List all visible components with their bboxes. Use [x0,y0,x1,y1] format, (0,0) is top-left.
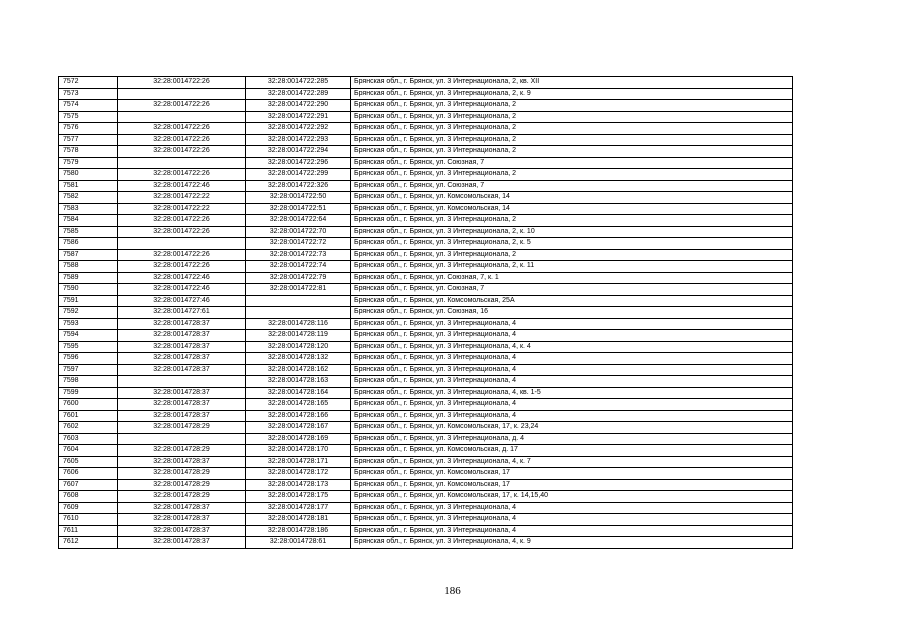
parcel-cadastral-number: 32:28:0014722:22 [118,203,246,215]
address: Брянская обл., г. Брянск, ул. Комсомольская, 14 [351,192,793,204]
address: Брянская обл., г. Брянск, ул. 3 Интернационала, 4, кв. 1-5 [351,387,793,399]
row-number: 7593 [59,318,118,330]
row-number: 7579 [59,157,118,169]
cadastral-table [58,76,793,549]
address: Брянская обл., г. Брянск, ул. Союзная, 7 [351,157,793,169]
object-cadastral-number: 32:28:0014722:294 [246,146,351,158]
object-cadastral-number: 32:28:0014728:169 [246,433,351,445]
parcel-cadastral-number [118,88,246,100]
table-row [59,445,793,457]
row-number: 7604 [59,445,118,457]
row-number: 7612 [59,537,118,549]
table-row [59,537,793,549]
table-row [59,491,793,503]
table-row [59,146,793,158]
object-cadastral-number: 32:28:0014722:73 [246,249,351,261]
parcel-cadastral-number: 32:28:0014728:37 [118,387,246,399]
parcel-cadastral-number [118,238,246,250]
address: Брянская обл., г. Брянск, ул. Комсомольская, 25А [351,295,793,307]
object-cadastral-number: 32:28:0014728:175 [246,491,351,503]
parcel-cadastral-number: 32:28:0014728:37 [118,318,246,330]
object-cadastral-number: 32:28:0014722:299 [246,169,351,181]
parcel-cadastral-number: 32:28:0014722:26 [118,215,246,227]
address: Брянская обл., г. Брянск, ул. 3 Интернационала, 4 [351,330,793,342]
row-number: 7575 [59,111,118,123]
object-cadastral-number: 32:28:0014728:177 [246,502,351,514]
parcel-cadastral-number: 32:28:0014728:37 [118,410,246,422]
table-row [59,88,793,100]
object-cadastral-number: 32:28:0014728:163 [246,376,351,388]
row-number: 7589 [59,272,118,284]
table-row [59,284,793,296]
object-cadastral-number: 32:28:0014722:285 [246,77,351,89]
parcel-cadastral-number: 32:28:0014728:37 [118,456,246,468]
table-row [59,353,793,365]
parcel-cadastral-number: 32:28:0014722:26 [118,134,246,146]
object-cadastral-number: 32:28:0014728:132 [246,353,351,365]
address: Брянская обл., г. Брянск, ул. 3 Интернационала, 4 [351,364,793,376]
table-row [59,364,793,376]
row-number: 7587 [59,249,118,261]
object-cadastral-number: 32:28:0014722:292 [246,123,351,135]
parcel-cadastral-number: 32:28:0014722:26 [118,169,246,181]
table-row [59,77,793,89]
address: Брянская обл., г. Брянск, ул. 3 Интернационала, 4 [351,318,793,330]
parcel-cadastral-number: 32:28:0014722:26 [118,249,246,261]
address: Брянская обл., г. Брянск, ул. 3 Интернационала, 2 [351,169,793,181]
parcel-cadastral-number [118,157,246,169]
parcel-cadastral-number: 32:28:0014728:29 [118,422,246,434]
address: Брянская обл., г. Брянск, ул. 3 Интернационала, 2 [351,111,793,123]
address: Брянская обл., г. Брянск, ул. 3 Интернационала, 4, к. 7 [351,456,793,468]
table-row [59,479,793,491]
row-number: 7605 [59,456,118,468]
address: Брянская обл., г. Брянск, ул. Комсомольская, 17, к. 23,24 [351,422,793,434]
table-row [59,215,793,227]
table-row [59,330,793,342]
table-row [59,468,793,480]
row-number: 7600 [59,399,118,411]
row-number: 7581 [59,180,118,192]
row-number: 7602 [59,422,118,434]
parcel-cadastral-number: 32:28:0014722:26 [118,123,246,135]
table-row [59,376,793,388]
row-number: 7584 [59,215,118,227]
page-number: 186 [444,585,461,597]
object-cadastral-number [246,307,351,319]
row-number: 7601 [59,410,118,422]
object-cadastral-number: 32:28:0014728:119 [246,330,351,342]
row-number: 7590 [59,284,118,296]
parcel-cadastral-number: 32:28:0014728:37 [118,330,246,342]
row-number: 7610 [59,514,118,526]
table-row [59,226,793,238]
address: Брянская обл., г. Брянск, ул. 3 Интернационала, 2, к. 5 [351,238,793,250]
address: Брянская обл., г. Брянск, ул. 3 Интернационала, д. 4 [351,433,793,445]
address: Брянская обл., г. Брянск, ул. 3 Интернационала, 4 [351,514,793,526]
table-row [59,525,793,537]
table-row [59,192,793,204]
row-number: 7594 [59,330,118,342]
parcel-cadastral-number: 32:28:0014722:26 [118,146,246,158]
row-number: 7596 [59,353,118,365]
object-cadastral-number: 32:28:0014722:293 [246,134,351,146]
table-row [59,318,793,330]
object-cadastral-number: 32:28:0014728:181 [246,514,351,526]
object-cadastral-number: 32:28:0014722:291 [246,111,351,123]
parcel-cadastral-number: 32:28:0014722:26 [118,261,246,273]
object-cadastral-number: 32:28:0014728:171 [246,456,351,468]
address: Брянская обл., г. Брянск, ул. 3 Интернационала, 2 [351,249,793,261]
table-row [59,157,793,169]
row-number: 7573 [59,88,118,100]
row-number: 7583 [59,203,118,215]
address: Брянская обл., г. Брянск, ул. 3 Интернационала, 4 [351,353,793,365]
address: Брянская обл., г. Брянск, ул. 3 Интернационала, 4 [351,399,793,411]
object-cadastral-number: 32:28:0014728:120 [246,341,351,353]
row-number: 7607 [59,479,118,491]
object-cadastral-number: 32:28:0014728:162 [246,364,351,376]
object-cadastral-number: 32:28:0014728:165 [246,399,351,411]
object-cadastral-number: 32:28:0014722:72 [246,238,351,250]
parcel-cadastral-number: 32:28:0014728:37 [118,537,246,549]
address: Брянская обл., г. Брянск, ул. Комсомольская, д. 17 [351,445,793,457]
row-number: 7592 [59,307,118,319]
table-row [59,249,793,261]
table-row [59,180,793,192]
object-cadastral-number: 32:28:0014722:74 [246,261,351,273]
row-number: 7572 [59,77,118,89]
table-row [59,433,793,445]
object-cadastral-number: 32:28:0014728:172 [246,468,351,480]
table-row [59,238,793,250]
parcel-cadastral-number: 32:28:0014728:29 [118,479,246,491]
parcel-cadastral-number: 32:28:0014728:37 [118,399,246,411]
parcel-cadastral-number: 32:28:0014722:26 [118,100,246,112]
address: Брянская обл., г. Брянск, ул. Комсомольская, 17, к. 14,15,40 [351,491,793,503]
object-cadastral-number: 32:28:0014722:79 [246,272,351,284]
row-number: 7586 [59,238,118,250]
table-row [59,456,793,468]
address: Брянская обл., г. Брянск, ул. 3 Интернационала, 2 [351,146,793,158]
object-cadastral-number: 32:28:0014728:173 [246,479,351,491]
object-cadastral-number: 32:28:0014722:296 [246,157,351,169]
table-row [59,169,793,181]
address: Брянская обл., г. Брянск, ул. 3 Интернационала, 4 [351,525,793,537]
row-number: 7577 [59,134,118,146]
address: Брянская обл., г. Брянск, ул. 3 Интернационала, 4, к. 9 [351,537,793,549]
row-number: 7606 [59,468,118,480]
address: Брянская обл., г. Брянск, ул. 3 Интернационала, 2 [351,215,793,227]
address: Брянская обл., г. Брянск, ул. 3 Интернационала, 4 [351,502,793,514]
object-cadastral-number: 32:28:0014728:186 [246,525,351,537]
object-cadastral-number: 32:28:0014728:116 [246,318,351,330]
object-cadastral-number: 32:28:0014722:290 [246,100,351,112]
address: Брянская обл., г. Брянск, ул. Союзная, 7, к. 1 [351,272,793,284]
address: Брянская обл., г. Брянск, ул. 3 Интернационала, 4 [351,376,793,388]
parcel-cadastral-number: 32:28:0014722:26 [118,226,246,238]
table-row [59,203,793,215]
parcel-cadastral-number: 32:28:0014727:46 [118,295,246,307]
table-row [59,295,793,307]
parcel-cadastral-number: 32:28:0014728:37 [118,514,246,526]
address: Брянская обл., г. Брянск, ул. 3 Интернационала, 2, кв. XII [351,77,793,89]
address: Брянская обл., г. Брянск, ул. 3 Интернационала, 4, к. 4 [351,341,793,353]
table-row [59,341,793,353]
row-number: 7585 [59,226,118,238]
address: Брянская обл., г. Брянск, ул. Союзная, 16 [351,307,793,319]
address: Брянская обл., г. Брянск, ул. 3 Интернационала, 2 [351,134,793,146]
parcel-cadastral-number: 32:28:0014722:46 [118,272,246,284]
row-number: 7611 [59,525,118,537]
row-number: 7608 [59,491,118,503]
row-number: 7603 [59,433,118,445]
table-row [59,514,793,526]
address: Брянская обл., г. Брянск, ул. 3 Интернационала, 2 [351,100,793,112]
row-number: 7591 [59,295,118,307]
table-row [59,307,793,319]
table-row [59,502,793,514]
object-cadastral-number: 32:28:0014722:326 [246,180,351,192]
parcel-cadastral-number [118,376,246,388]
row-number: 7580 [59,169,118,181]
parcel-cadastral-number: 32:28:0014728:29 [118,491,246,503]
address: Брянская обл., г. Брянск, ул. 3 Интернационала, 2, к. 9 [351,88,793,100]
object-cadastral-number: 32:28:0014722:70 [246,226,351,238]
object-cadastral-number [246,295,351,307]
address: Брянская обл., г. Брянск, ул. Комсомольская, 17 [351,468,793,480]
address: Брянская обл., г. Брянск, ул. 3 Интернационала, 2, к. 10 [351,226,793,238]
row-number: 7599 [59,387,118,399]
row-number: 7588 [59,261,118,273]
parcel-cadastral-number: 32:28:0014728:29 [118,445,246,457]
address: Брянская обл., г. Брянск, ул. Комсомольская, 17 [351,479,793,491]
row-number: 7578 [59,146,118,158]
table-row [59,399,793,411]
parcel-cadastral-number: 32:28:0014728:29 [118,468,246,480]
row-number: 7598 [59,376,118,388]
table-row [59,272,793,284]
object-cadastral-number: 32:28:0014722:51 [246,203,351,215]
table-row [59,123,793,135]
object-cadastral-number: 32:28:0014722:64 [246,215,351,227]
object-cadastral-number: 32:28:0014728:61 [246,537,351,549]
address: Брянская обл., г. Брянск, ул. 3 Интернационала, 4 [351,410,793,422]
table-body [59,77,793,549]
object-cadastral-number: 32:28:0014728:170 [246,445,351,457]
table-row [59,422,793,434]
parcel-cadastral-number: 32:28:0014727:61 [118,307,246,319]
row-number: 7595 [59,341,118,353]
parcel-cadastral-number: 32:28:0014722:46 [118,284,246,296]
address: Брянская обл., г. Брянск, ул. Союзная, 7 [351,284,793,296]
row-number: 7576 [59,123,118,135]
parcel-cadastral-number: 32:28:0014728:37 [118,502,246,514]
parcel-cadastral-number: 32:28:0014722:22 [118,192,246,204]
object-cadastral-number: 32:28:0014728:166 [246,410,351,422]
table-row [59,387,793,399]
row-number: 7582 [59,192,118,204]
object-cadastral-number: 32:28:0014722:289 [246,88,351,100]
object-cadastral-number: 32:28:0014722:50 [246,192,351,204]
row-number: 7574 [59,100,118,112]
parcel-cadastral-number: 32:28:0014722:26 [118,77,246,89]
address: Брянская обл., г. Брянск, ул. Союзная, 7 [351,180,793,192]
table-row [59,100,793,112]
address: Брянская обл., г. Брянск, ул. 3 Интернационала, 2 [351,123,793,135]
object-cadastral-number: 32:28:0014728:167 [246,422,351,434]
parcel-cadastral-number: 32:28:0014728:37 [118,525,246,537]
table-row [59,410,793,422]
parcel-cadastral-number: 32:28:0014728:37 [118,341,246,353]
address: Брянская обл., г. Брянск, ул. 3 Интернационала, 2, к. 11 [351,261,793,273]
table-row [59,111,793,123]
row-number: 7609 [59,502,118,514]
parcel-cadastral-number: 32:28:0014728:37 [118,364,246,376]
table-row [59,134,793,146]
row-number: 7597 [59,364,118,376]
object-cadastral-number: 32:28:0014728:164 [246,387,351,399]
parcel-cadastral-number [118,111,246,123]
object-cadastral-number: 32:28:0014722:81 [246,284,351,296]
parcel-cadastral-number [118,433,246,445]
address: Брянская обл., г. Брянск, ул. Комсомольская, 14 [351,203,793,215]
parcel-cadastral-number: 32:28:0014722:46 [118,180,246,192]
table-row [59,261,793,273]
parcel-cadastral-number: 32:28:0014728:37 [118,353,246,365]
